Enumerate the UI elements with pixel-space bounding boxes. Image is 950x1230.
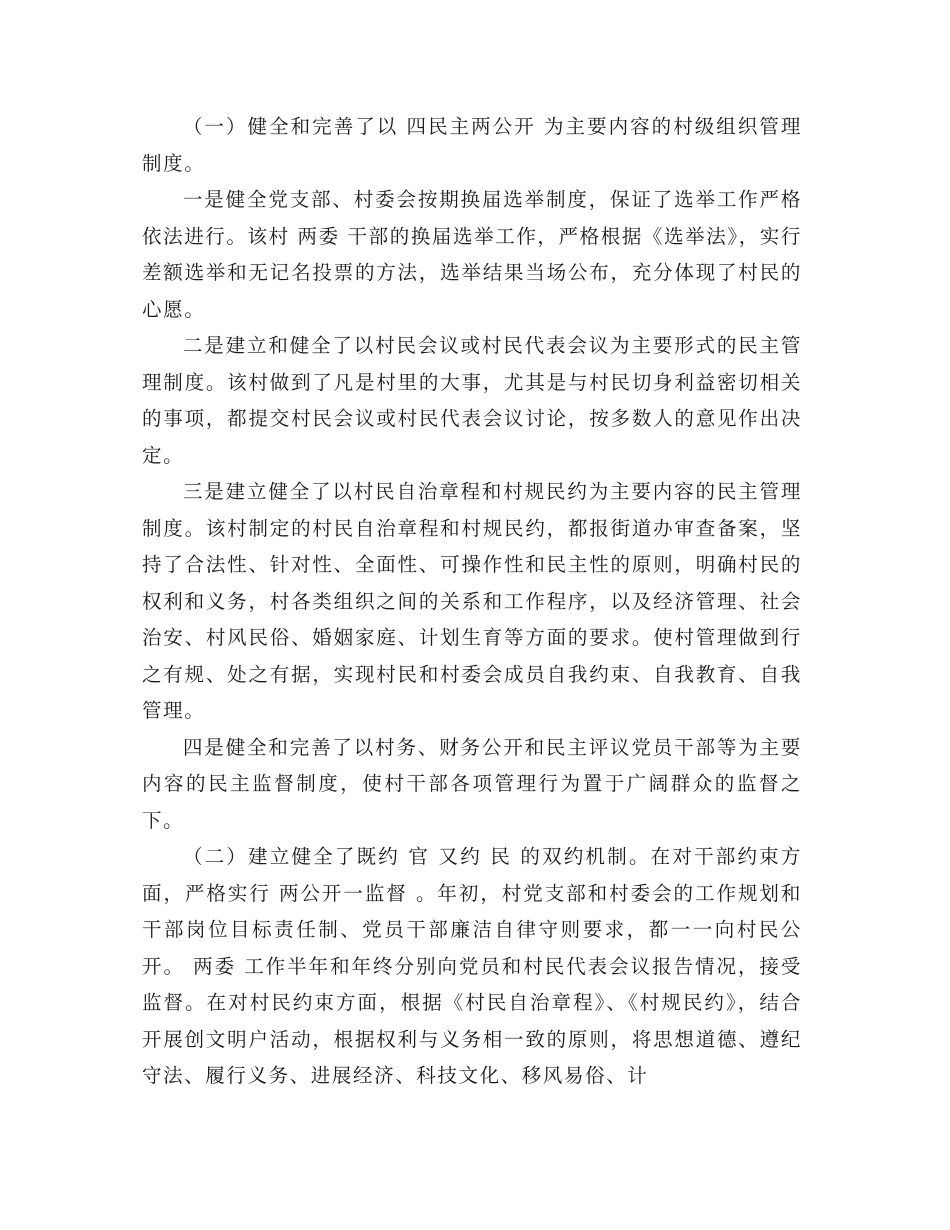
document-body — [142, 109, 802, 1095]
paragraph-election-system: 一是健全党支部、村委会按期换届选举制度，保证了选举工作严格依法进行。该村 两委 干部的换届选举工作，严格根据《选举法》，实行差额选举和无记名投票的方法，选举结果当场公布，充分体现了村民的心愿。 — [142, 188, 802, 321]
section-heading-one: （一）健全和完善了以 四民主两公开 为主要内容的村级组织管理制度。 — [142, 115, 802, 175]
paragraph-autonomy-charter-system: 三是建立健全了以村民自治章程和村规民约为主要内容的民主管理制度。该村制定的村民自治章程和村规民约，都报街道办审查备案，坚持了合法性、针对性、全面性、可操作性和民主性的原则，明确村民的权利和义务，村各类组织之间的关系和工作程序，以及经济管理、社会治安、村风民俗、婚姻家庭、计划生育等方面的要求。使村管理做到行之有规、处之有据，实现村民和村委会成员自我约束、自我教育、自我管理。 — [142, 480, 802, 722]
paragraph-villager-meeting-system: 二是建立和健全了以村民会议或村民代表会议为主要形式的民主管理制度。该村做到了凡是村里的大事，尤其是与村民切身利益密切相关的事项，都提交村民会议或村民代表会议讨论，按多数人的意见作出决定。 — [142, 334, 802, 467]
section-heading-two: （二）建立健全了既约 官 又约 民 的双约机制。在对干部约束方面，严格实行 两公开一监督 。年初，村党支部和村委会的工作规划和干部岗位目标责任制、党员干部廉洁自律守则要求，都一一向村民公开。 两委 工作半年和年终分别向党员和村民代表会议报告情况，接受监督。在对村民约束方面，根据《村民自治章程》、《村规民约》，结合开展创文明户活动，根据权利与义务相一致的原则，将思想道德、遵纪守法、履行义务、进展经济、科技文化、移风易俗、计 — [142, 845, 802, 1087]
paragraph-supervision-system: 四是健全和完善了以村务、财务公开和民主评议党员干部等为主要内容的民主监督制度，使村干部各项管理行为置于广阔群众的监督之下。 — [142, 735, 802, 832]
